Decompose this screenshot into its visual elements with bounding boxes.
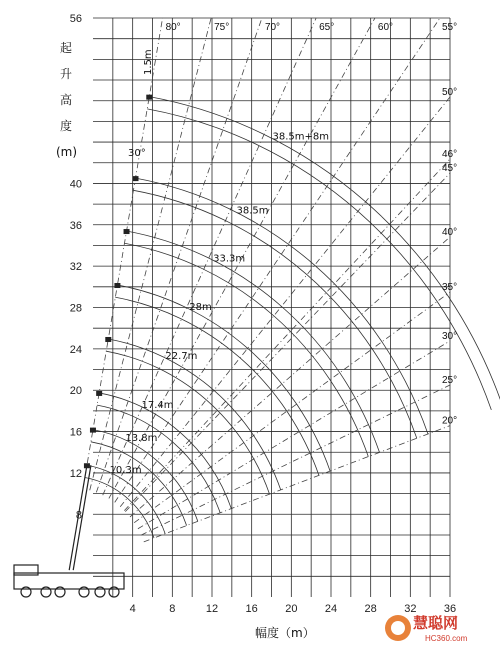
x-tick-label: 8 <box>169 603 176 615</box>
y-axis-label: 起 升 高 度 (m) <box>56 41 78 159</box>
angle-label: 55° <box>442 22 458 33</box>
angle-line <box>141 385 450 535</box>
axis-ticks <box>70 13 456 615</box>
boom-head <box>114 283 120 288</box>
angle-line <box>120 97 450 507</box>
boom-head <box>146 95 152 100</box>
boom-length-label: 33.3m <box>213 253 246 265</box>
angle-label: 40° <box>442 226 458 238</box>
x-tick-label: 16 <box>245 603 258 615</box>
angle-line <box>125 173 450 512</box>
length-arc <box>135 178 427 434</box>
y-tick-label: 20 <box>69 385 82 398</box>
boom-length-label: 17.4m <box>141 399 174 411</box>
angle-label: 45° <box>442 163 458 175</box>
angle-line <box>83 18 163 489</box>
angle-label: 60° <box>377 22 394 33</box>
angle-label: 46° <box>442 148 458 160</box>
x-tick-label: 24 <box>324 603 338 615</box>
watermark-sub: HC360.com <box>425 634 468 643</box>
x-tick-label: 32 <box>404 603 417 615</box>
angle-label: 70° <box>264 22 281 33</box>
angle-label: 75° <box>214 22 230 33</box>
angle-line <box>144 426 450 542</box>
boom-head <box>132 176 138 181</box>
angle-line <box>115 18 440 502</box>
jib-height-label: 1.5m <box>143 49 154 75</box>
watermark-text: 慧聪网 <box>413 614 459 632</box>
y-tick-label: 28 <box>69 302 82 315</box>
boom-length-label: 13.8m <box>125 432 158 444</box>
boom-head <box>90 428 96 433</box>
boom-head <box>105 337 111 342</box>
y-tick-label: 24 <box>69 343 82 356</box>
angle-label: 25° <box>442 374 458 386</box>
x-axis-label: 幅度（m） <box>255 626 315 640</box>
watermark <box>385 614 468 643</box>
boom-length-label: 28m <box>189 302 212 314</box>
angle-label: 35° <box>442 282 458 294</box>
boom-length-label: 38.5m <box>236 205 269 217</box>
y-tick-label: 40 <box>69 178 82 191</box>
y-tick-label: 36 <box>69 219 82 232</box>
y-tick-label: 16 <box>69 426 82 439</box>
length-arc-inner <box>85 477 154 537</box>
angle-label: 20° <box>442 415 458 427</box>
x-tick-label: 4 <box>129 603 136 615</box>
boom-length-label: 22.7m <box>165 350 198 362</box>
x-tick-label: 20 <box>285 603 298 615</box>
grid <box>93 18 450 597</box>
length-arc <box>149 97 500 406</box>
angle-label: 80° <box>165 22 181 33</box>
boom-head <box>124 229 130 234</box>
y-tick-label: 8 <box>75 509 82 522</box>
y-tick-label: 56 <box>69 13 82 25</box>
x-tick-label: 12 <box>205 603 219 615</box>
boom-length-arcs <box>84 95 500 538</box>
angle-label: 50° <box>442 86 458 98</box>
x-tick-label: 36 <box>443 603 457 615</box>
x-tick-label: 28 <box>364 603 377 615</box>
jib-offset-label: 30° <box>128 148 146 159</box>
angle-label: 30° <box>442 330 458 342</box>
angle-label: 65° <box>319 22 335 33</box>
y-tick-label: 32 <box>69 261 82 274</box>
y-tick-label: 12 <box>69 467 82 480</box>
length-arc-inner <box>115 297 319 475</box>
boom-head <box>96 391 102 396</box>
boom-length-label: 38.5m+8m <box>272 131 330 143</box>
boom-angle-lines <box>83 18 450 542</box>
boom-length-label: 10.3m <box>109 465 142 477</box>
angle-line <box>130 237 450 517</box>
angle-line <box>138 341 450 529</box>
angle-line <box>124 159 450 511</box>
